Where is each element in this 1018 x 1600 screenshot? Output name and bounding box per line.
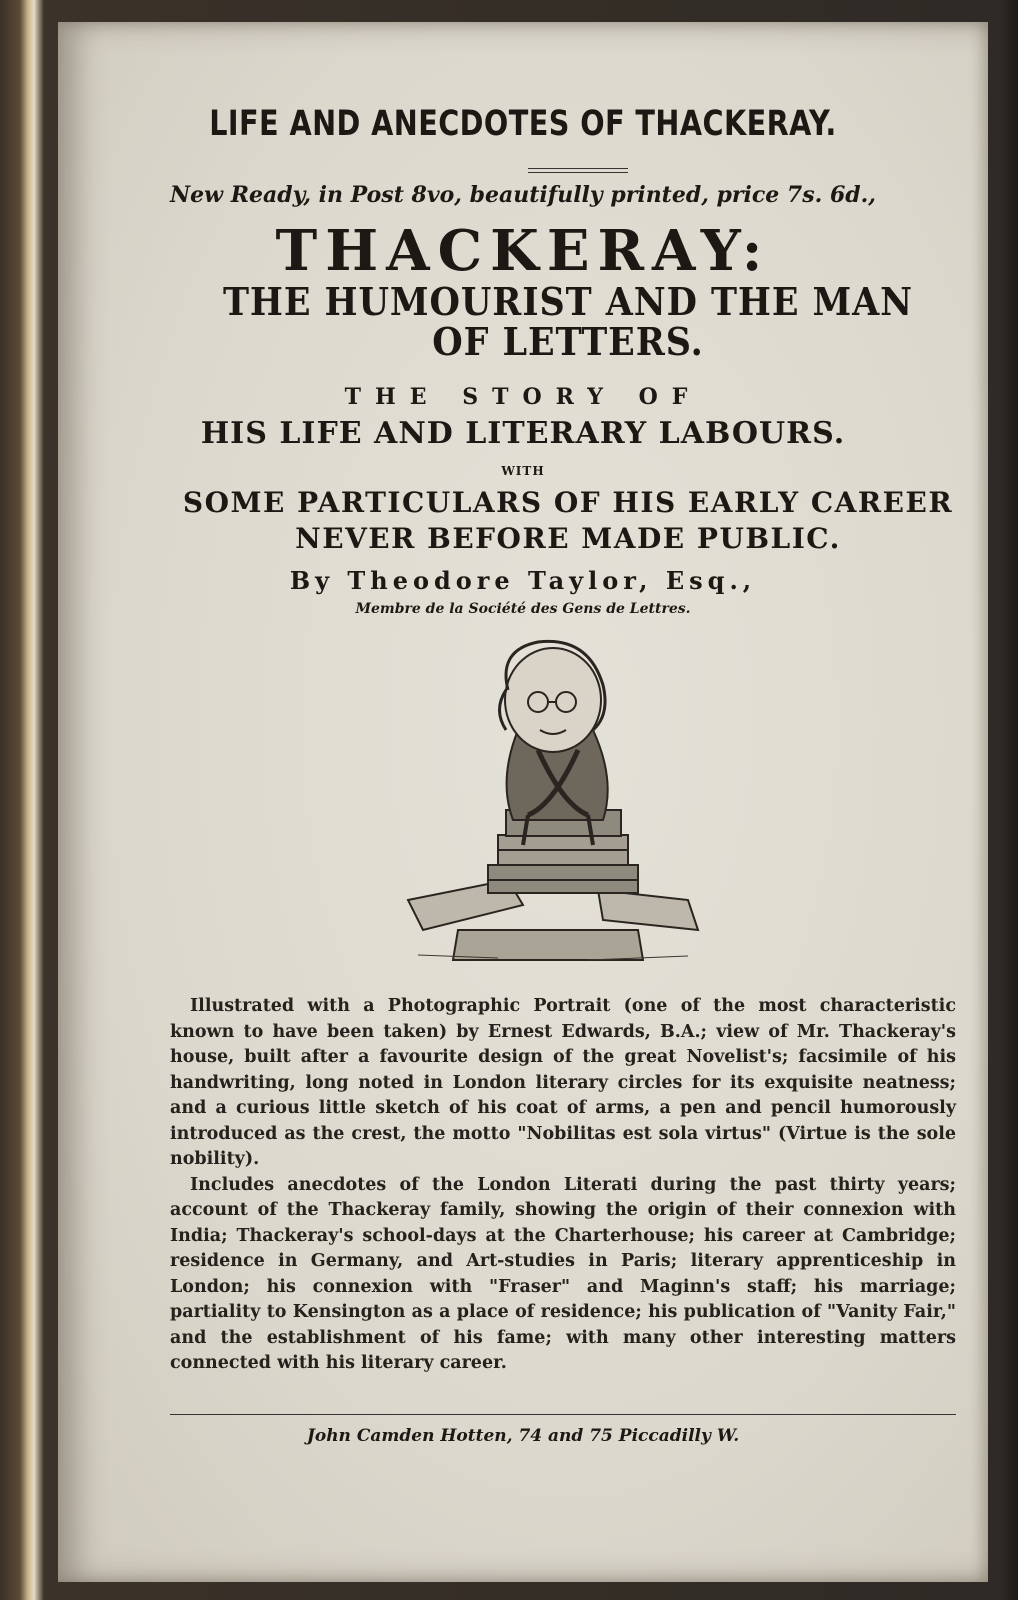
advert-description xyxy=(170,994,956,1377)
author-byline: By Theodore Taylor, Esq., xyxy=(289,566,757,595)
book-main-title: THACKERAY: xyxy=(275,218,771,284)
life-and-labours-line: HIS LIFE AND LITERARY LABOURS. xyxy=(200,416,846,451)
description-paragraph: Includes anecdotes of the London Literati during the past thirty years; account of the Thackeray family, showing the origin of their connexion with India; Thackeray's school-days at the Charterhouse; his career at Cambridge; residence in Germany, and Art-studies in Paris; literary apprenticeship in London; his connexion with "Fraser" and Maginn's staff; his marriage; partiality to Kensington as a place of residence; his publication of "Vanity Fair," and the establishment of his fame; with many other interesting matters connected with his literary career. xyxy=(170,1174,956,1373)
particulars-line: SOME PARTICULARS OF HIS EARLY CAREER NEVER BEFORE MADE PUBLIC. xyxy=(182,486,954,555)
caricature-illustration xyxy=(388,630,728,975)
book-page xyxy=(58,22,988,1582)
with-line: WITH xyxy=(501,464,545,478)
book-subtitle: THE HUMOURIST AND THE MAN OF LETTERS. xyxy=(222,279,914,364)
publisher-imprint: John Camden Hotten, 74 and 75 Piccadilly W. xyxy=(306,1426,740,1446)
ornament-rule xyxy=(528,168,628,173)
running-header-title: LIFE AND ANECDOTES OF THACKERAY. xyxy=(209,104,837,144)
footer-rule xyxy=(170,1414,956,1415)
story-of-line: THE STORY OF xyxy=(344,384,702,410)
now-ready-line: New Ready, in Post 8vo, beautifully printed, price 7s. 6d., xyxy=(170,182,876,208)
description-paragraph: Illustrated with a Photographic Portrait (one of the most characteristic known to have been taken) by Ernest Edwards, B.A.; view of Mr. Thackeray's house, built after a favourite design of the great Novelist's; facsimile of his handwriting, long noted in London literary circles for its exquisite neatness; and a curious little sketch of his coat of arms, a pen and pencil humorously introduced as the crest, the motto "Nobilitas est sola virtus" (Virtue is the sole nobility). xyxy=(170,996,956,1169)
author-affiliation: Membre de la Société des Gens de Lettres. xyxy=(355,601,691,617)
